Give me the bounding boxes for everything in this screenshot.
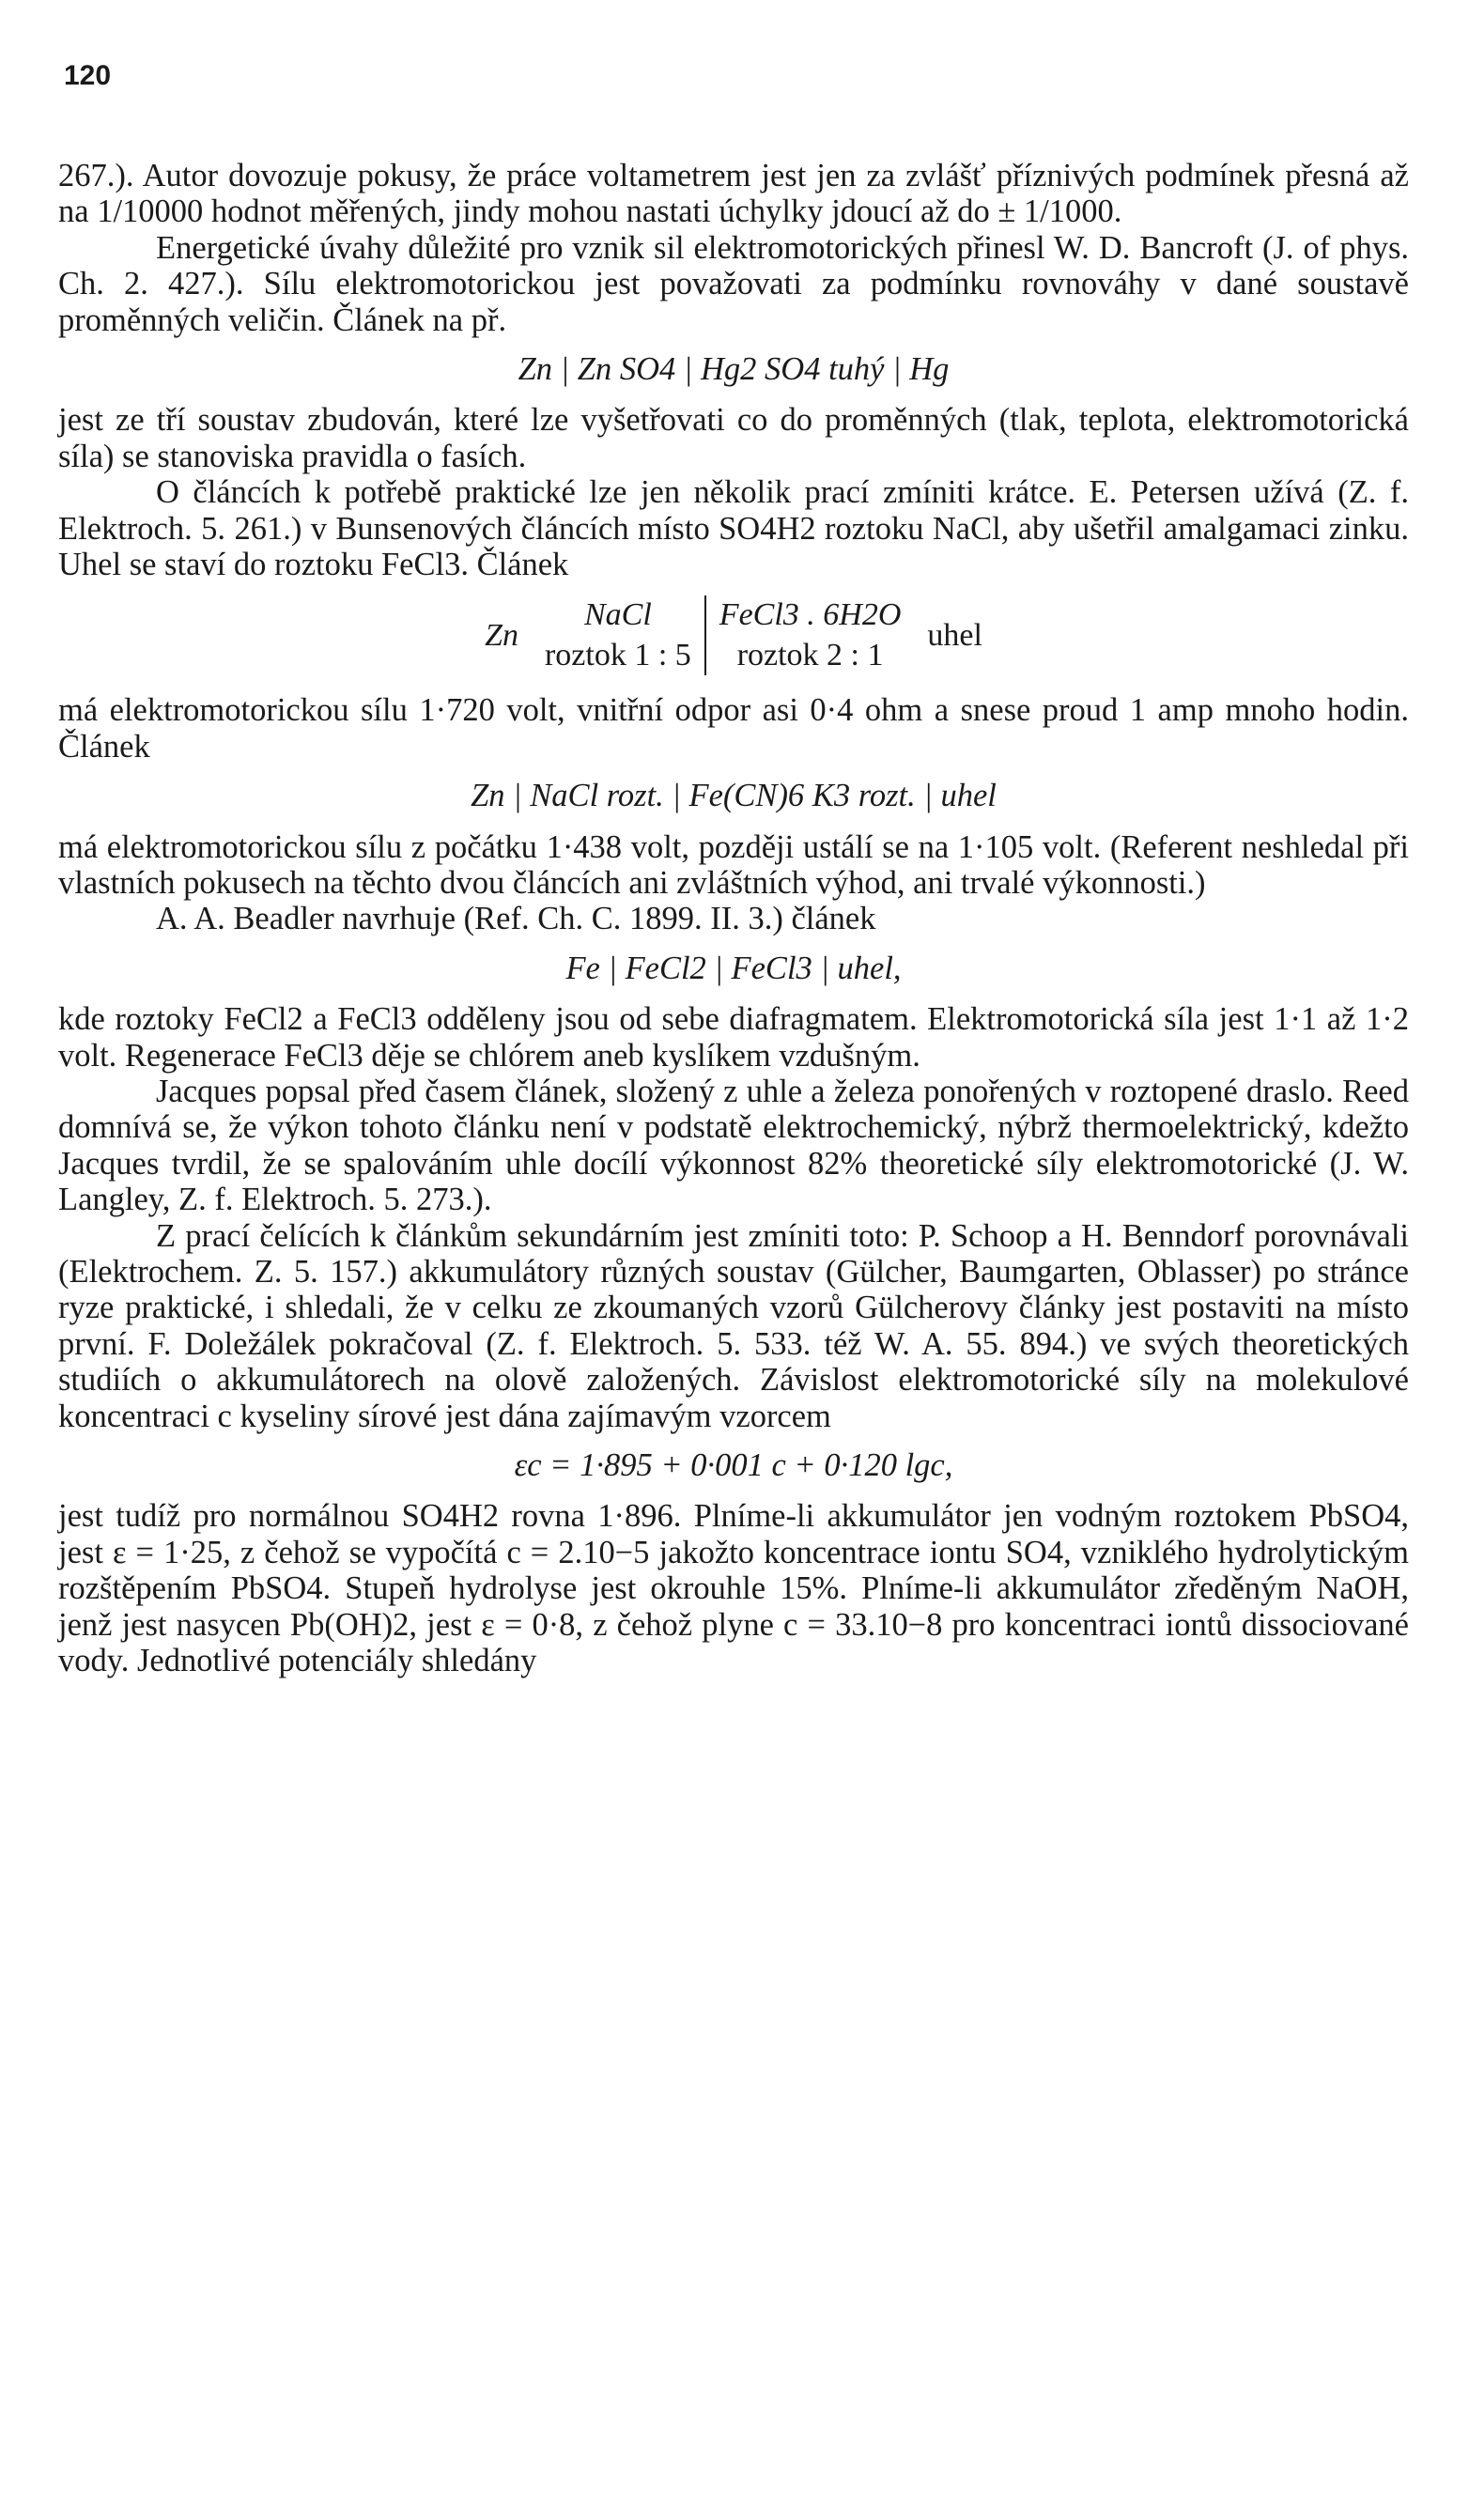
main-text: [58, 158, 1409, 1678]
paragraph-10: Z prací čelících k článkům sekundárním jest zmíniti toto: P. Schoop a H. Benndorf porovnávali (Elektrochem. Z. 5. 157.) akkumulátory různých soustav (Gülcher, Baumgarten, Oblasser) po stránce ryze praktické, i shledali, že v celku ze zkoumaných vzorů Gülcherovy články jest postaviti na místo první. F. Doležálek pokračoval (Z. f. Elektroch. 5. 533. též W. A. 55. 894.) ve svých theoretických studiích o akkumulátorech na olově založených. Závislost elektromotorické síly na molekulové koncentraci c kyseliny sírové jest dána zajímavým vzorcem: [58, 1217, 1409, 1434]
cell-c1-top: NaCl: [583, 597, 652, 633]
cell-c2-bottom: roztok 2 : 1: [705, 636, 915, 675]
page-number: 120: [64, 60, 112, 91]
paragraph-4: O článcích k potřebě praktické lze jen několik prací zmíniti krátce. E. Petersen užívá (Z. f. Elektroch. 5. 261.) v Bunsenových článcích místo SO4H2 roztoku NaCl, aby ušetřil amalgamaci zinku. Uhel se staví do roztoku FeCl3. Článek: [58, 474, 1409, 583]
cell-left: Zn: [485, 617, 518, 653]
paragraph-6: má elektromotorickou sílu z počátku 1·438 volt, později ustálí se na 1·105 volt. (Referent neshledal při vlastních pokusech na těchto dvou článcích ani zvláštních výhod, ani trvalé výkonnosti.): [58, 828, 1409, 901]
paragraph-11: jest tudíž pro normálnou SO4H2 rovna 1·896. Plníme-li akkumulátor jen vodným roztokem PbSO4, jest ε = 1·25, z čehož se vypočítá c = 2.10−5 jakožto koncentrace iontu SO4, vzniklého hydrolytickým rozštěpením PbSO4. Stupeň hydrolyse jest okrouhle 15%. Plníme-li akkumulátor zředěným NaOH, jenž jest nasycen Pb(OH)2, jest ε = 0·8, z čehož plyne c = 33.10−8 pro koncentraci iontů dissociované vody. Jednotlivé potenciály shledány: [58, 1498, 1409, 1679]
formula-3: Fe | FeCl2 | FeCl3 | uhel,: [565, 950, 902, 986]
paragraph-8: kde roztoky FeCl2 a FeCl3 odděleny jsou od sebe diafragmatem. Elektromotorická síla jest 1·1 až 1·2 volt. Regenerace FeCl3 děje se chlórem aneb kyslíkem vzdušným.: [58, 1001, 1409, 1074]
paragraph-1: 267.). Autor dovozuje pokusy, že práce voltametrem jest jen za zvlášť příznivých podmínek přesná až na 1/10000 hodnot měřených, jindy mohou nastati úchylky jdoucí až do ± 1/1000.: [58, 158, 1409, 230]
cell-right: uhel: [927, 617, 982, 653]
paragraph-7: A. A. Beadler navrhuje (Ref. Ch. C. 1899. II. 3.) článek: [156, 901, 876, 937]
paragraph-3: jest ze tří soustav zbudován, které lze vyšetřovati co do proměnných (tlak, teplota, elektromotorická síla) se stanoviska pravidla o fasích.: [58, 402, 1409, 474]
formula-1: Zn | Zn SO4 | Hg2 SO4 tuhý | Hg: [518, 351, 950, 388]
cell-c2-top: FeCl3 . 6H2O: [705, 595, 915, 635]
formula-2: Zn | NaCl rozt. | Fe(CN)6 K3 rozt. | uhel: [471, 778, 997, 814]
paragraph-9: Jacques popsal před časem článek, složený z uhle a železa ponořených v roztopené draslo. Reed domnívá se, že výkon tohoto článku není v podstatě elektrochemický, nýbrž thermoelektrický, kdežto Jacques tvrdil, že se spalováním uhle docílí výkonnost 82% theoretické síly elektromotorické (J. W. Langley, Z. f. Elektroch. 5. 273.).: [58, 1073, 1409, 1218]
paragraph-5: má elektromotorickou sílu 1·720 volt, vnitřní odpor asi 0·4 ohm a snese proud 1 amp mnoho hodin. Článek: [58, 692, 1409, 765]
cell-c1-bottom: roztok 1 : 5: [544, 637, 691, 673]
cell-diagram: [472, 595, 996, 675]
formula-4: εc = 1·895 + 0·001 c + 0·120 lgc,: [514, 1447, 953, 1483]
paragraph-2: Energetické úvahy důležité pro vznik sil elektromotorických přinesl W. D. Bancroft (J. of phys. Ch. 2. 427.). Sílu elektromotorickou jest považovati za podmínku rovnováhy v dané soustavě proměnných veličin. Článek na př.: [58, 229, 1409, 338]
